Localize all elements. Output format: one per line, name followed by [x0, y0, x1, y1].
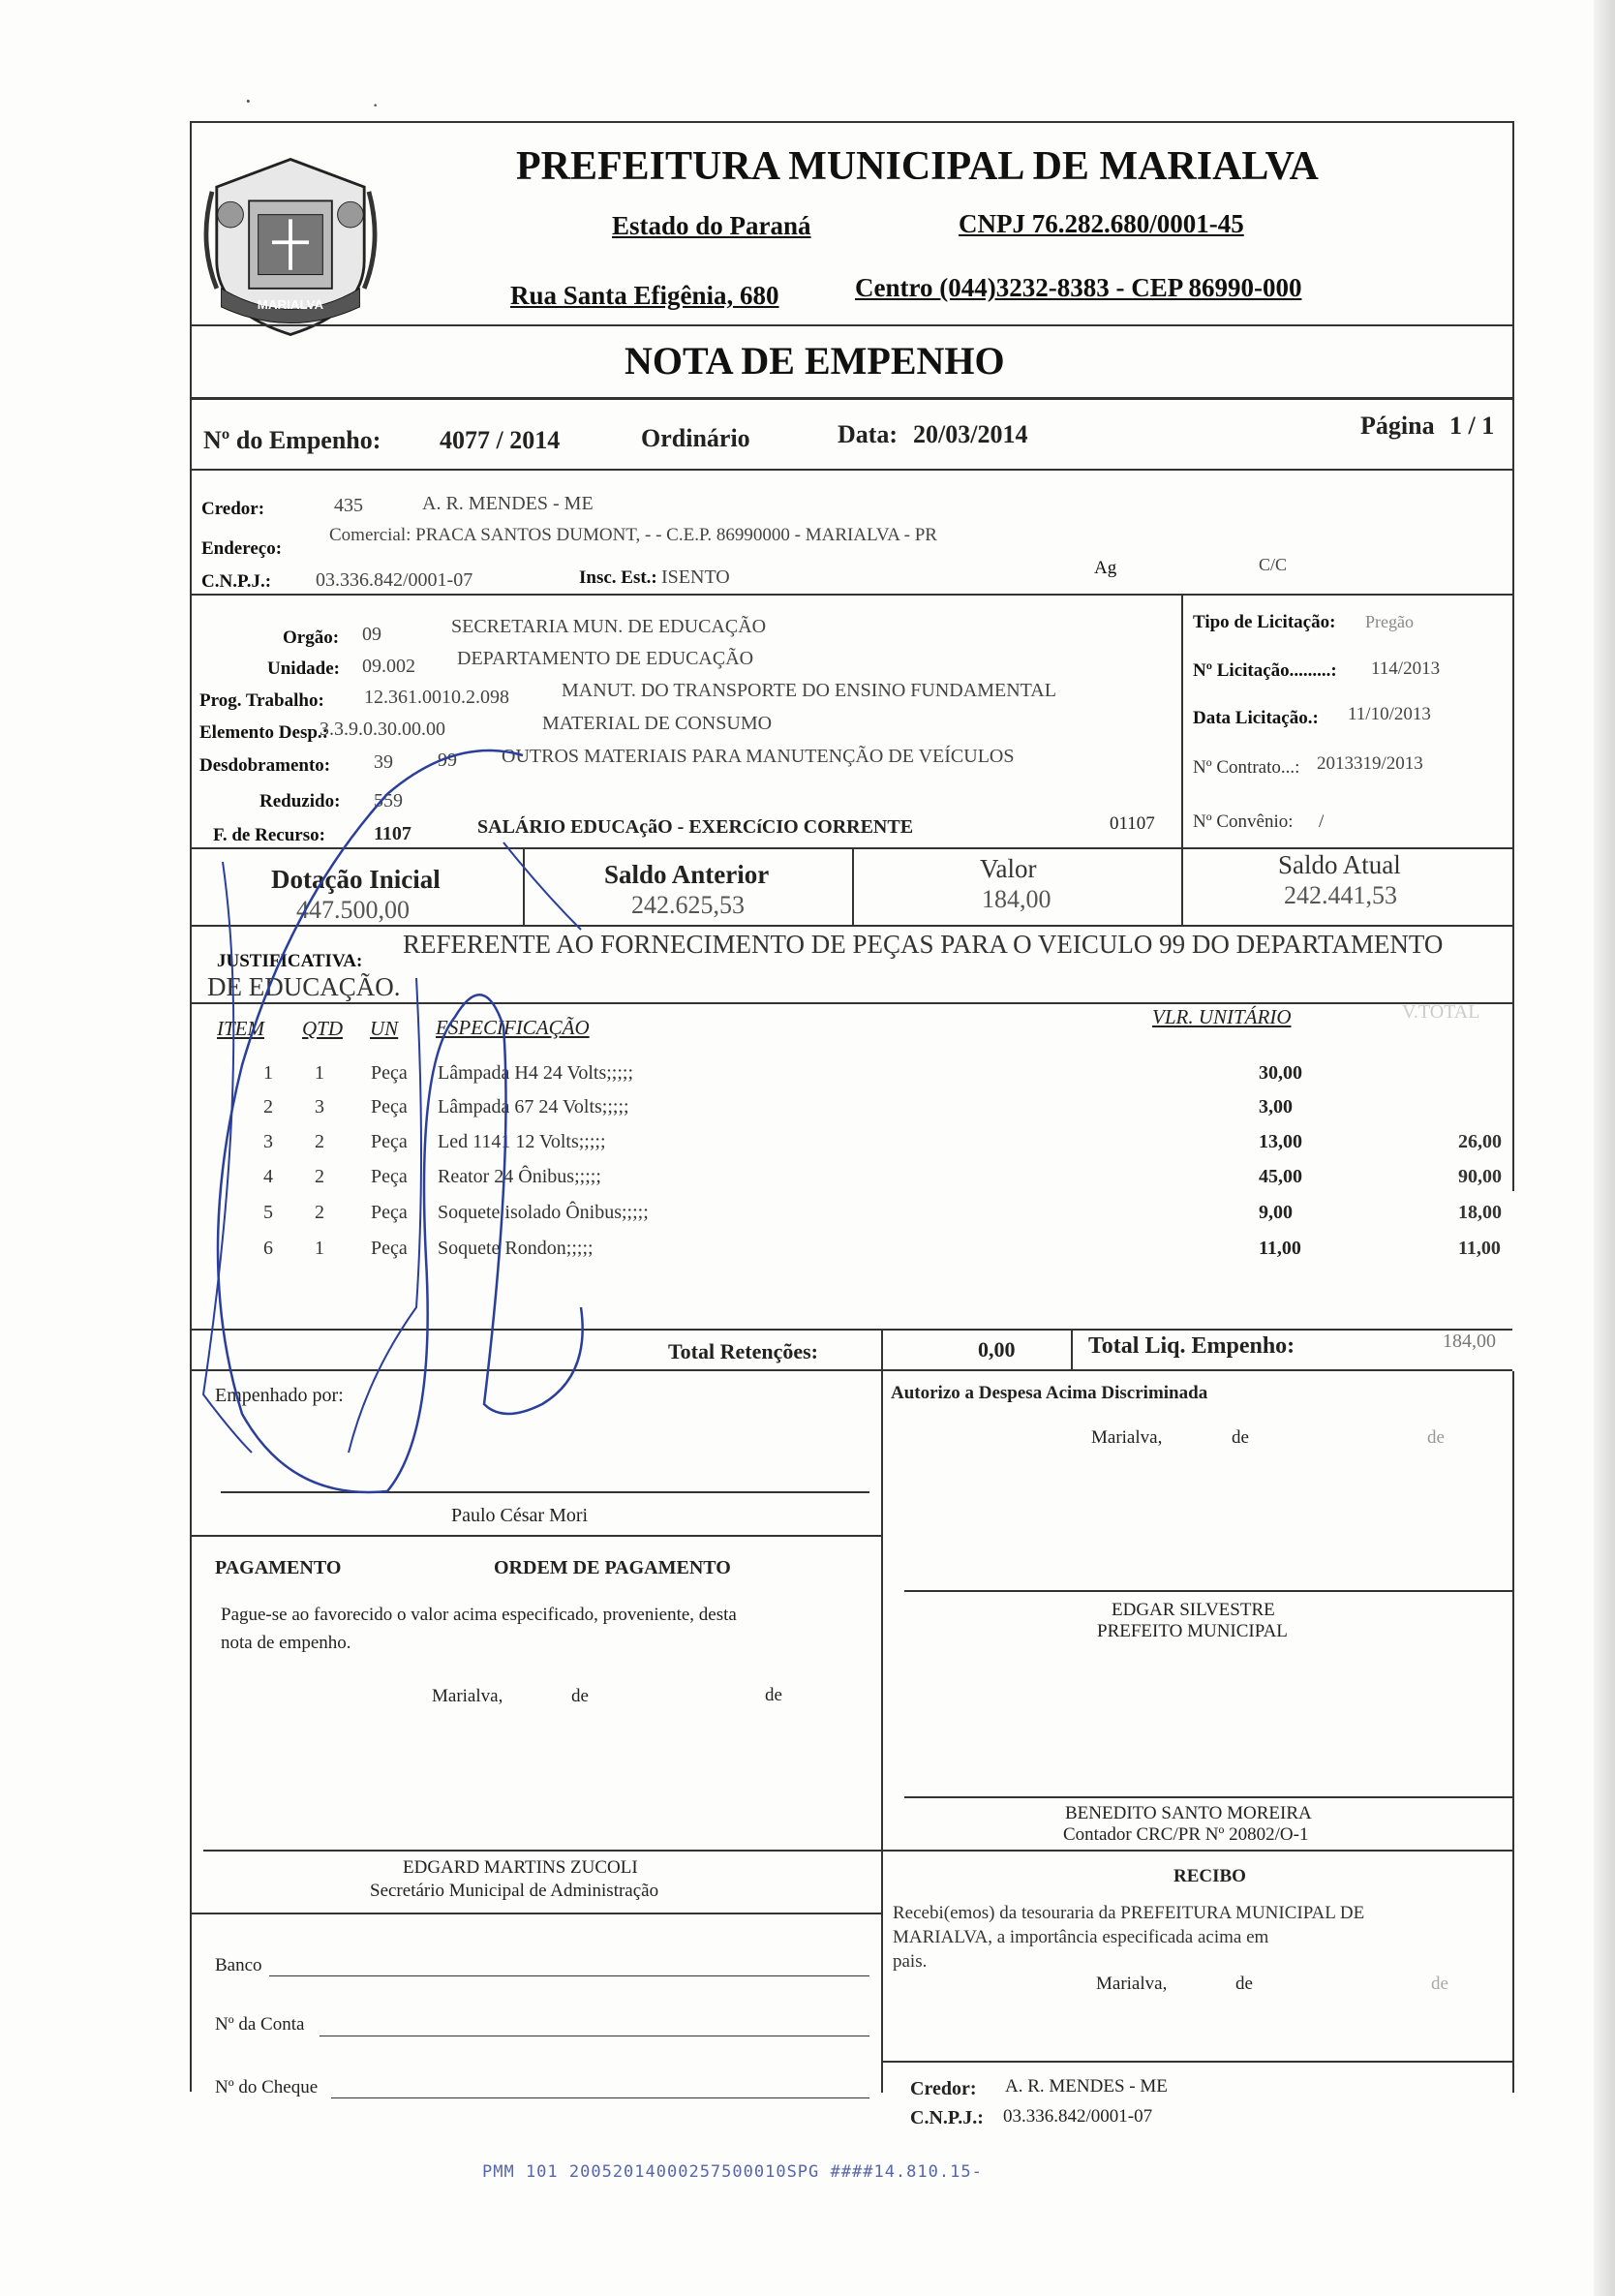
recibo-de1: de: [1235, 1974, 1253, 1994]
recibo-line3: pais.: [893, 1951, 928, 1972]
ag-label: Ag: [1094, 558, 1117, 578]
fonte-code: 1107: [374, 823, 411, 844]
page-label: Página: [1360, 412, 1435, 440]
elemento-label: Elemento Desp.:: [199, 722, 328, 743]
pague-se-line2: nota de empenho.: [221, 1633, 351, 1653]
banco-label: Banco: [215, 1955, 262, 1975]
cheque-label: Nº do Cheque: [215, 2077, 319, 2097]
item-qty: 1: [315, 1238, 324, 1259]
valor-label: Valor: [980, 854, 1037, 883]
pague-de1: de: [571, 1686, 589, 1706]
item-number: 3: [263, 1131, 273, 1152]
autorizo-text: Autorizo a Despesa Acima Discriminada: [891, 1383, 1208, 1403]
num-licitacao-label: Nº Licitação.........:: [1193, 660, 1337, 681]
saldo-atual-label: Saldo Atual: [1278, 850, 1401, 879]
item-spec: Soquete isolado Ônibus;;;;;: [438, 1202, 649, 1223]
svg-text:MARIALVA: MARIALVA: [257, 296, 324, 312]
item-number: 4: [263, 1166, 273, 1187]
recibo-credor-value: A. R. MENDES - ME: [1005, 2076, 1168, 2097]
desdobramento-name: OUTROS MATERIAIS PARA MANUTENÇÃO DE VEÍCULOS: [502, 746, 1015, 767]
item-spec: Reator 24 Ônibus;;;;;: [438, 1166, 601, 1187]
item-total: 26,00: [1458, 1131, 1502, 1152]
insc-value: ISENTO: [661, 566, 730, 588]
recibo-city: Marialva,: [1096, 1974, 1168, 1994]
orgao-code: 09: [362, 624, 381, 645]
desdobramento-code: 39: [374, 751, 393, 773]
autorizo-city: Marialva,: [1091, 1427, 1163, 1448]
item-spec: Soquete Rondon;;;;;: [438, 1238, 594, 1259]
item-spec: Lâmpada 67 24 Volts;;;;;: [438, 1096, 629, 1117]
pague-de2: de: [765, 1685, 782, 1705]
data-licitacao-label: Data Licitação.:: [1193, 708, 1319, 728]
col-spec-header: ESPECIFICAÇÃO: [436, 1016, 590, 1039]
total-liquido-label: Total Liq. Empenho:: [1088, 1333, 1295, 1359]
contador-name: BENEDITO SANTO MOREIRA: [1065, 1803, 1312, 1823]
item-unit: Peça: [371, 1166, 408, 1187]
num-licitacao-value: 114/2013: [1371, 658, 1441, 679]
item-qty: 3: [315, 1096, 324, 1117]
reduzido-label: Reduzido:: [259, 791, 341, 811]
item-number: 1: [263, 1062, 273, 1084]
coat-of-arms-logo: [194, 145, 387, 349]
autorizo-de1: de: [1232, 1427, 1249, 1448]
desdobramento-label: Desdobramento:: [199, 755, 331, 776]
pague-se-line1: Pague-se ao favorecido o valor acima especificado, proveniente, desta: [221, 1605, 737, 1625]
justificativa-text-line2: DE EDUCAÇÃO.: [207, 972, 401, 1001]
col-item-header: ITEM: [217, 1017, 264, 1040]
valor-value: 184,00: [982, 885, 1051, 913]
unidade-code: 09.002: [362, 656, 415, 677]
item-number: 5: [263, 1202, 273, 1223]
contrato-value: 2013319/2013: [1317, 753, 1423, 774]
empenho-date: 20/03/2014: [913, 420, 1028, 448]
recibo-title: RECIBO: [1173, 1866, 1246, 1886]
item-unit-price: 11,00: [1259, 1238, 1301, 1259]
item-spec: Lâmpada H4 24 Volts;;;;;: [438, 1062, 634, 1084]
item-unit: Peça: [371, 1062, 408, 1084]
prog-code: 12.361.0010.2.098: [364, 687, 509, 708]
saldo-anterior-label: Saldo Anterior: [604, 860, 770, 889]
reduzido-value: 559: [374, 790, 403, 811]
col-total-header: V.TOTAL: [1402, 1001, 1480, 1023]
fonte-name: SALÁRIO EDUCAçãO - EXERCíCIO CORRENTE: [477, 816, 914, 838]
desdobramento-code2: 99: [438, 750, 457, 771]
autorizo-de2: de: [1427, 1427, 1445, 1448]
scan-mark: ·: [372, 93, 380, 117]
item-unit-price: 45,00: [1259, 1166, 1302, 1187]
elemento-code: 3.3.9.0.30.00.00: [320, 719, 445, 740]
dotacao-inicial-value: 447.500,00: [296, 896, 410, 924]
page-number: 1 / 1: [1449, 412, 1495, 440]
item-unit-price: 9,00: [1259, 1202, 1293, 1223]
item-unit-price: 3,00: [1259, 1096, 1293, 1117]
recibo-credor-label: Credor:: [910, 2078, 977, 2099]
item-unit-price: 30,00: [1259, 1062, 1302, 1084]
item-unit: Peça: [371, 1096, 408, 1117]
footer-barcode-text: PMM 101 20052014000257500010SPG ####14.810.15-: [482, 2162, 983, 2182]
empenhado-por-name: Paulo César Mori: [451, 1505, 589, 1526]
empenhado-por-label: Empenhado por:: [215, 1385, 344, 1406]
item-number: 2: [263, 1096, 273, 1117]
orgao-label: Orgão:: [283, 628, 340, 648]
item-total: 11,00: [1458, 1238, 1501, 1259]
cnpj-label: C.N.P.J.:: [201, 571, 272, 592]
conta-label: Nº da Conta: [215, 2014, 305, 2035]
fonte-number: 01107: [1110, 813, 1155, 834]
ordem-pagamento-label: ORDEM DE PAGAMENTO: [494, 1557, 731, 1578]
recibo-cnpj-label: C.N.P.J.:: [910, 2107, 984, 2128]
item-number: 6: [263, 1238, 273, 1259]
endereco-label: Endereço:: [201, 538, 283, 559]
item-unit: Peça: [371, 1202, 408, 1223]
fonte-label: F. de Recurso:: [213, 825, 325, 845]
credor-code: 435: [334, 495, 363, 516]
elemento-name: MATERIAL DE CONSUMO: [542, 713, 773, 734]
prefeito-name: EDGAR SILVESTRE: [1112, 1600, 1275, 1620]
recibo-cnpj-value: 03.336.842/0001-07: [1003, 2106, 1153, 2127]
convenio-label: Nº Convênio:: [1193, 811, 1294, 832]
saldo-anterior-value: 242.625,53: [631, 891, 745, 919]
contrato-label: Nº Contrato...:: [1193, 757, 1300, 778]
item-unit: Peça: [371, 1131, 408, 1152]
col-vlr-header: VLR. UNITÁRIO: [1152, 1005, 1292, 1028]
orgao-name: SECRETARIA MUN. DE EDUCAÇÃO: [451, 616, 767, 637]
endereco-value: Comercial: PRACA SANTOS DUMONT, - - C.E.P. 86990000 - MARIALVA - PR: [329, 525, 937, 545]
item-qty: 2: [315, 1166, 324, 1187]
tipo-licitacao-value: Pregão: [1365, 612, 1414, 631]
cc-label: C/C: [1259, 555, 1288, 574]
recibo-line2: MARIALVA, a importância especificada acima em: [893, 1927, 1269, 1947]
empenho-type: Ordinário: [641, 424, 750, 452]
contador-title: Contador CRC/PR Nº 20802/O-1: [1063, 1824, 1309, 1845]
empenho-number-label: Nº do Empenho:: [203, 426, 381, 454]
secretario-name: EDGARD MARTINS ZUCOLI: [403, 1857, 638, 1878]
tipo-licitacao-label: Tipo de Licitação:: [1193, 612, 1336, 632]
item-qty: 1: [315, 1062, 324, 1084]
scan-mark: ·: [244, 87, 253, 115]
insc-label: Insc. Est.:: [579, 567, 657, 588]
prog-label: Prog. Trabalho:: [199, 690, 324, 711]
saldo-atual-value: 242.441,53: [1284, 881, 1397, 909]
item-spec: Led 1141 12 Volts;;;;;: [438, 1131, 606, 1152]
cnpj-value: 03.336.842/0001-07: [316, 569, 473, 591]
justificativa-text-line1: REFERENTE AO FORNECIMENTO DE PEÇAS PARA O VEICULO 99 DO DEPARTAMENTO: [403, 930, 1444, 959]
unidade-name: DEPARTAMENTO DE EDUCAÇÃO: [457, 648, 754, 669]
secretario-title: Secretário Municipal de Administração: [370, 1881, 659, 1901]
convenio-value: /: [1319, 811, 1325, 832]
recibo-line1: Recebi(emos) da tesouraria da PREFEITURA MUNICIPAL DE: [893, 1903, 1365, 1923]
item-qty: 2: [315, 1202, 324, 1223]
cnpj-header: CNPJ 76.282.680/0001-45: [959, 209, 1244, 238]
recibo-de2: de: [1431, 1974, 1448, 1994]
state-label: Estado do Paraná: [612, 211, 811, 240]
total-liquido-value: 184,00: [1443, 1331, 1496, 1352]
pague-city: Marialva,: [432, 1686, 503, 1706]
address-header: Rua Santa Efigênia, 680: [510, 281, 779, 310]
item-unit: Peça: [371, 1238, 408, 1259]
scan-edge: [1594, 0, 1615, 2296]
prefeito-title: PREFEITO MUNICIPAL: [1097, 1621, 1288, 1641]
page-title: PREFEITURA MUNICIPAL DE MARIALVA: [516, 144, 1319, 189]
unidade-label: Unidade:: [267, 658, 340, 679]
item-total: 18,00: [1458, 1202, 1502, 1223]
credor-name: A. R. MENDES - ME: [422, 493, 594, 514]
document-title: NOTA DE EMPENHO: [625, 339, 1005, 383]
total-retencoes-value: 0,00: [978, 1337, 1016, 1362]
total-retencoes-label: Total Retenções:: [668, 1339, 818, 1363]
credor-label: Credor:: [201, 499, 265, 519]
col-un-header: UN: [370, 1017, 399, 1040]
empenho-date-label: Data:: [838, 420, 899, 448]
item-unit-price: 13,00: [1259, 1131, 1302, 1152]
prog-name: MANUT. DO TRANSPORTE DO ENSINO FUNDAMENTAL: [562, 680, 1056, 701]
dotacao-inicial-label: Dotação Inicial: [271, 865, 441, 894]
item-qty: 2: [315, 1131, 324, 1152]
data-licitacao-value: 11/10/2013: [1348, 704, 1431, 724]
justificativa-label: JUSTIFICATIVA:: [217, 951, 363, 971]
item-total: 90,00: [1458, 1166, 1502, 1187]
empenho-number: 4077 / 2014: [440, 426, 561, 454]
contact-header: Centro (044)3232-8383 - CEP 86990-000: [855, 273, 1302, 302]
pagamento-label: PAGAMENTO: [215, 1557, 342, 1578]
col-qtd-header: QTD: [302, 1017, 344, 1040]
